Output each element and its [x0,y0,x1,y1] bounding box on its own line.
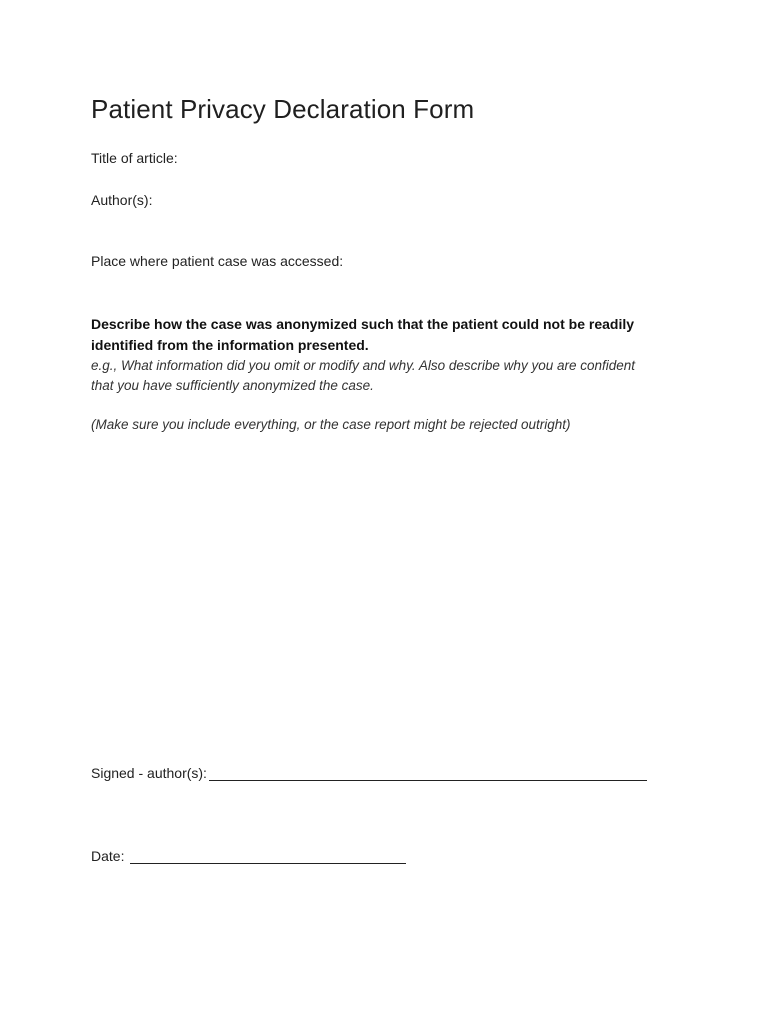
date-label: Date: [91,848,125,864]
date-line[interactable] [130,849,406,864]
form-title: Patient Privacy Declaration Form [91,94,475,124]
place-accessed-label: Place where patient case was accessed: [91,253,344,269]
anonymization-note: (Make sure you include everything, or the case report might be rejected outright) [91,417,571,432]
title-of-article-label: Title of article: [91,150,178,166]
signature-line[interactable] [209,766,647,781]
signed-authors-row [91,765,647,781]
anonymization-example: e.g., What information did you omit or modify and why. Also describe why you are confident that you have sufficiently anonymized the case. [91,358,636,393]
authors-label: Author(s): [91,192,153,208]
date-row [91,848,406,864]
signed-authors-label: Signed - author(s): [91,765,207,781]
anonymization-heading: Describe how the case was anonymized such that the patient could not be readily identified from the information presented. [91,316,635,353]
